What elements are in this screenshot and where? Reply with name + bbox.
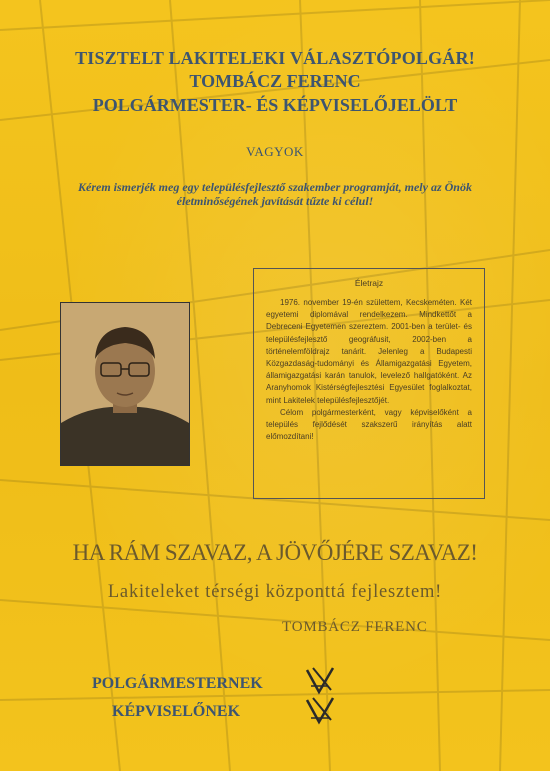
greeting-heading: TISZTELT LAKITELEKI VÁLASZTÓPOLGÁR! [75,48,475,68]
portrait-image [61,303,189,465]
candidate-name-heading: TOMBÁCZ FERENC [189,71,361,91]
intro-line-2: életminőségének javítását tűzte ki célul! [176,194,374,208]
main-slogan: HA RÁM SZAVAZ, A JÖVŐJÉRE SZAVAZ! [72,540,478,565]
biography-paragraph-1: 1976. november 19-én születtem, Kecskeméten. Két egyetemi diplomával rendelkezem. Mindkettőt a Debreceni Egyetemen szereztem. 2001-ben a terület- és településfejlesztő geográfusit, 2002-ben a történelemföldrajz tanárit. Jelenleg a Budapesti Közgazdaság-tudományi és Államigazgatási Egyetem, államigazgatási karán tanulok, levelező hallgatóként. Az Aranyhomok Kistérségfejlesztési Egyesület foglalkoztat, mint Lakitelek településfejlesztőjét. [266,298,472,405]
candidacy-heading: POLGÁRMESTER- ÉS KÉPVISELŐJELÖLT [92,95,458,115]
biography-box [253,268,485,499]
biography-paragraph-2: Célom polgármesterként, vagy képviselőként a település fejlődését szakszerű irányítás alatt előmozdítani! [266,407,472,442]
intro-line-1: Kérem ismerjék meg egy településfejlesztő szakember programját, mely az Önök [78,180,472,194]
vagyok-text: VAGYOK [246,144,304,159]
ballot-check-mark-icon [305,666,335,696]
intro-text [40,180,510,208]
candidate-signature: TOMBÁCZ FERENC [282,619,428,635]
biography-text [266,297,472,443]
vote-representative-label: KÉPVISELŐNEK [112,703,241,720]
ballot-check-mark-icon [305,696,335,726]
sub-slogan: Lakiteleket térségi központtá fejlesztem! [107,582,443,602]
vote-mayor-label: POLGÁRMESTERNEK [92,675,263,692]
candidate-photo [60,302,190,466]
biography-title: Életrajz [354,278,384,288]
